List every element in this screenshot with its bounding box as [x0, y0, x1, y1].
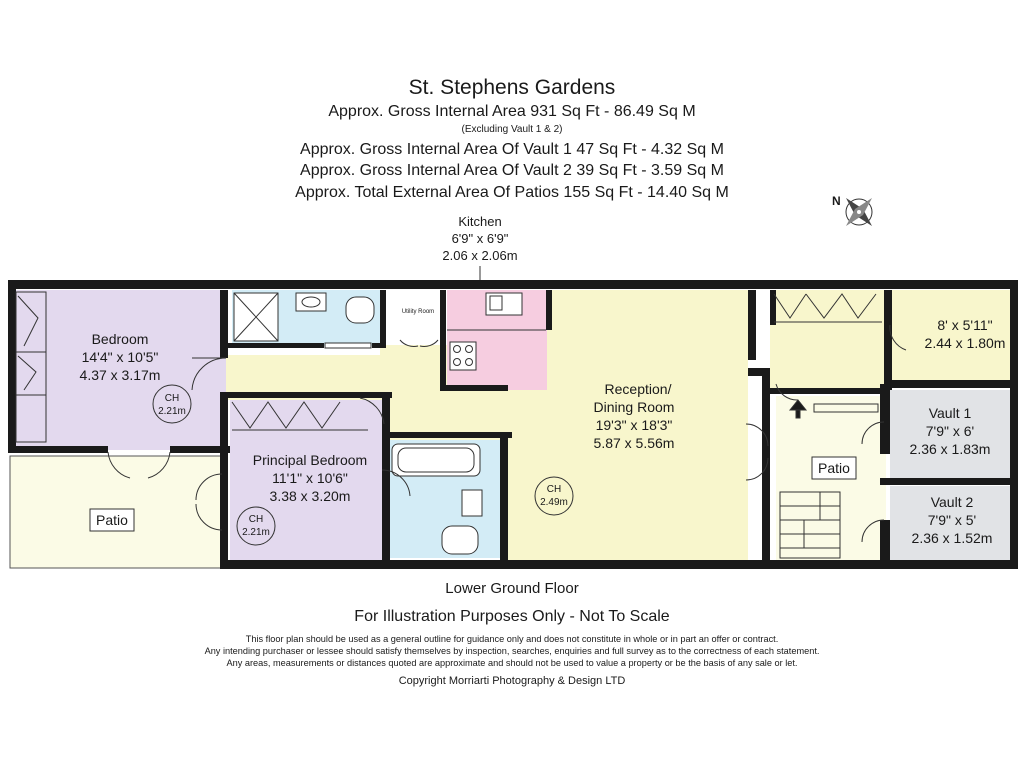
bedroom-ch-height: 2.21m	[158, 406, 186, 417]
reception-name-line2: Dining Room	[593, 399, 675, 415]
gross-internal-area: Approx. Gross Internal Area 931 Sq Ft - 86.49 Sq M	[328, 103, 696, 120]
bedroom-imperial: 14'4" x 10'5"	[81, 349, 159, 365]
reception-ch-label: CH	[546, 484, 562, 495]
utility-fill	[392, 290, 444, 340]
window-left	[325, 343, 371, 348]
bedroom-metric: 4.37 x 3.17m	[79, 367, 161, 383]
bedroom-ch-label: CH	[164, 393, 180, 404]
bath-tub	[392, 444, 480, 476]
right-hall-fill	[770, 290, 888, 388]
room-fills	[10, 290, 1010, 568]
gross-internal-area-note: (Excluding Vault 1 & 2)	[461, 124, 563, 135]
illustration-notice: For Illustration Purposes Only - Not To Scale	[354, 608, 670, 625]
patios-area: Approx. Total External Area Of Patios 155 Sq Ft - 14.40 Sq M	[295, 184, 729, 201]
principal-bedroom-ch-height: 2.21m	[242, 527, 270, 538]
principal-bedroom-imperial: 11'1" x 10'6"	[272, 470, 348, 486]
vault1-name: Vault 1	[928, 405, 972, 421]
disclaimer-line-2: Any intending purchaser or lessee should satisfy themselves by inspection, searches, enquiries and full survey as to the correctness of each statement.	[204, 646, 820, 656]
patio-left-label	[90, 509, 134, 531]
disclaimer-line-1: This floor plan should be used as a general outline for guidance only and does not constitute in whole or in part an offer or contract.	[245, 634, 779, 644]
reception-metric: 5.87 x 5.56m	[593, 435, 675, 451]
principal-bedroom-ch-label: CH	[248, 514, 264, 525]
utility-room-label: Utility Room	[401, 309, 435, 315]
compass-north-label: N	[832, 194, 841, 208]
store-imperial: 8' x 5'11"	[937, 317, 993, 333]
floor-name: Lower Ground Floor	[445, 580, 579, 597]
kitchen-imperial: 6'9" x 6'9"	[451, 231, 509, 246]
bedroom-name: Bedroom	[91, 331, 149, 347]
store-metric: 2.44 x 1.80m	[924, 335, 1006, 351]
disclaimer-line-3: Any areas, measurements or distances quoted are approximate and should not be used to value a property or be the basis of any sale or let.	[226, 658, 798, 668]
plan-title: St. Stephens Gardens	[408, 76, 616, 99]
vault2-name: Vault 2	[930, 494, 974, 510]
bedroom-label	[80, 331, 161, 383]
kitchen-name: Kitchen	[458, 214, 502, 229]
principal-bedroom-metric: 3.38 x 3.20m	[269, 488, 351, 504]
vault2-metric: 2.36 x 1.52m	[911, 530, 993, 546]
kitchen-label	[442, 214, 517, 263]
vault1-area: Approx. Gross Internal Area Of Vault 1 47 Sq Ft - 4.32 Sq M	[300, 141, 724, 158]
shower-room-basin	[296, 293, 326, 311]
bathroom-basin	[462, 490, 482, 516]
reception-ch-height: 2.49m	[540, 497, 568, 508]
compass-icon	[832, 194, 872, 226]
copyright: Copyright Morriarti Photography & Design LTD	[398, 675, 626, 687]
patio-right-name: Patio	[818, 460, 850, 476]
reception-imperial: 19'3" x 18'3"	[595, 417, 673, 433]
reception-name-line1: Reception/	[604, 381, 672, 397]
vault1-metric: 2.36 x 1.83m	[909, 441, 991, 457]
vault2-imperial: 7'9" x 5'	[927, 512, 977, 528]
kitchen-hob	[450, 342, 476, 370]
patio-left-name: Patio	[96, 512, 128, 528]
vault2-area: Approx. Gross Internal Area Of Vault 2 39 Sq Ft - 3.59 Sq M	[300, 162, 724, 179]
bathroom-wc	[442, 526, 478, 554]
principal-bedroom-name: Principal Bedroom	[252, 452, 368, 468]
patio-right-label	[812, 457, 856, 479]
shower-room-wc	[346, 297, 374, 323]
vault1-imperial: 7'9" x 6'	[925, 423, 975, 439]
kitchen-metric: 2.06 x 2.06m	[442, 248, 518, 263]
